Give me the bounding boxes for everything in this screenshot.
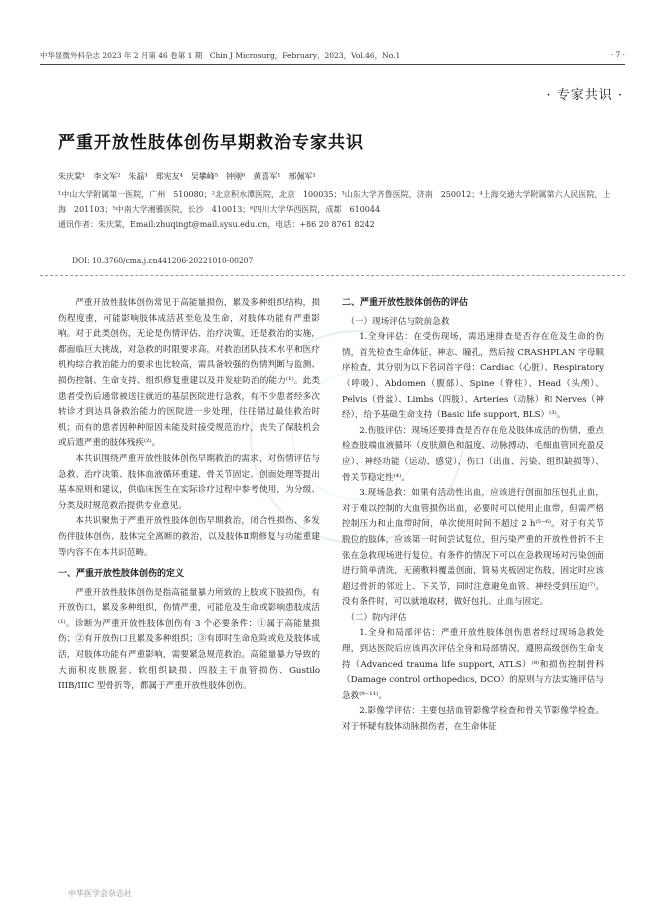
paragraph: 严重开放性肢体创伤是指高能量暴力所致的上肢或下肢损伤，有开放伤口，累及多种组织，伤情严重，可能危及生命或影响患肢成活⁽¹⁾。诊断为严重开放性肢体创伤有 3 个必要条件：①属于高能量损伤；②有开放伤口且累及多种组织；③有即时生命危险或危及肢体成活，对肢体功能有严重影响，需要紧急规范救治。高能量暴力导致的大面积皮肤脱套、软组织缺损、四肢主干血管损伤、Gustilo IIIB/IIIC 型骨折等，都属于严重开放性肢体创伤。 [58, 587, 320, 692]
paragraph: 2.伤肢评估：现场还要排查是否存在危及肢体成活的伤情，重点检查肢端血液循环（皮肤颜色和温度、动脉搏动、毛细血管回充盈反应）、神经功能（运动、感觉）、伤口（出血、污染、组织缺损等）、骨关节稳定性⁽⁴⁾。 [342, 425, 604, 483]
publisher-logo: 中华医学会杂志社 [68, 889, 132, 898]
paragraph: 本共识围绕严重开放性肢体创伤早期救治的需求，对伤情评估与急救、治疗决策、肢体血液循环重建、骨关节固定、创面处理等提出基本原则和建议，供临床医生在实际诊疗过程中参考使用，为分级、分类及时规范救治提供专业意见。 [58, 453, 320, 511]
section-tag: · 专家共识 · [546, 88, 623, 103]
paragraph: 2.影像学评估：主要包括血管影像学检查和骨关节影像学检查。对于怀疑有肢体动脉损伤者，在生命体征 [342, 706, 604, 733]
right-column [342, 296, 604, 736]
paragraph: 严重开放性肢体创伤常见于高能量损伤，累及多种组织结构，损伤程度重，可能影响肢体成活甚至危及生命，对肢体功能有严重影响。对于此类创伤，无论是伤情评估、治疗决策，还是救治的实施，都面临巨大挑战，对急救的时限要求高，对救治团队技术水平和医疗机构综合救治能力的要求也比较高，需具备较强的伤情判断与监测、损伤控制、生命支持、组织修复重建以及并发症防治的能力⁽¹⁾。此类患者受伤后通常被送往就近的基层医院进行急救，有不少患者经多次转诊才到达具备救治能力的医院进一步处理，往往错过最佳救治时机；而有的患者因种种原因未能及时接受规范治疗，丧失了保肢机会或后遗严重的肢体残疾⁽²⁾。 [58, 298, 320, 449]
subsection-heading: （二）院内评估 [346, 612, 407, 623]
paragraph: 1.全身评估：在受伤现场，需迅速排查是否存在危及生命的伤情，首先检查生命体征、神志、瞳孔，然后按 CRASHPLAN 字母顺序检查，其分别为以下名词首字母：Cardiac（心脏）、Respiratory（呼吸）、Abdomen（腹部）、Spine（脊柱）、Head（头颅）、Pelvis（骨盆）、Limbs（四肢）、Arteries（动脉）和 Nerves（神经），给予基础生命支持（Basic life support, BLS）⁽³⁾。 [342, 332, 604, 421]
paragraph: 1.全身和局部评估：严重开放性肢体创伤患者经过现场急救处理，到达医院后应该再次评估全身和局部情况，遵照高级创伤生命支持（Advanced trauma life support, ATLS）⁽⁸⁾和损伤控制骨科（Damage control orthopedics, DCO）的原则与方法实施评估与急救⁽⁹⁻¹¹⁾。 [342, 628, 604, 701]
divider [40, 275, 625, 276]
affiliations [58, 187, 618, 232]
doi[interactable]: DOI: 10.3760/cma.j.cn441206-20221010-00207 [72, 256, 254, 265]
article-title: 严重开放性肢体创伤早期救治专家共识 [58, 133, 364, 153]
header-rule [40, 64, 625, 65]
corresponding-author: 通讯作者：朱庆棠，Email:zhuqingt@mail.sysu.edu.cn，电话：+86 20 8761 8242 [58, 220, 375, 229]
subsection-heading: （一）现场评估与院前急救 [346, 316, 450, 327]
journal-citation: 中华显微外科杂志 2023 年 2 月第 46 卷第 1 期 Chin J Microsurg，February，2023，Vol.46，No.1 [40, 51, 401, 60]
affiliation-text: ¹中山大学附属第一医院，广州 510080；²北京积水潭医院，北京 100035；³山东大学齐鲁医院，济南 250012；⁴上海交通大学附属第六人民医院，上海 201103；⁵中南大学湘雅医院，长沙 410013；⁶四川大学华西医院，成都 610044 [58, 190, 611, 214]
section-heading: 二、严重开放性肢体创伤的评估 [342, 298, 469, 308]
section-heading: 一、严重开放性肢体创伤的定义 [58, 569, 185, 580]
paragraph: 3.现场急救：如果有活动性出血，应该进行创面加压包扎止血，对于难以控制的大血管损伤出血，必要时可以使用止血带，但需严格控制压力和止血带时间，单次使用时间不超过 2 h⁽⁵⁻⁶⁾。对于有关节脱位的肢体，应该第一时间尝试复位，但污染严重的开放性骨折不主张在急救现场进行复位。有条件的情况下可以在急救现场对污染创面进行简单清洗，无菌敷料覆盖创面，简易夹板固定伤肢，固定时应该超过骨折的邻近上、下关节，同时注意避免血管、神经受到压迫⁽⁷⁾。没有条件时，可以就地取材，做好包扎、止血与固定。 [342, 488, 604, 608]
left-column [58, 296, 320, 695]
paragraph: 本共识聚焦于严重开放性肢体创伤早期救治，闭合性损伤、多发伤伴肢体创伤、肢体完全离断的救治，以及肢体Ⅱ期修复与功能重建等内容不在本共识范畴。 [58, 516, 320, 558]
page-number: · 7 · [610, 50, 625, 59]
author-list: 朱庆棠¹ 李文军² 朱磊³ 郑宪友⁴ 吴攀峰⁵ 钟刚⁶ 黄喜军¹ 邢佩军¹ [58, 172, 316, 181]
